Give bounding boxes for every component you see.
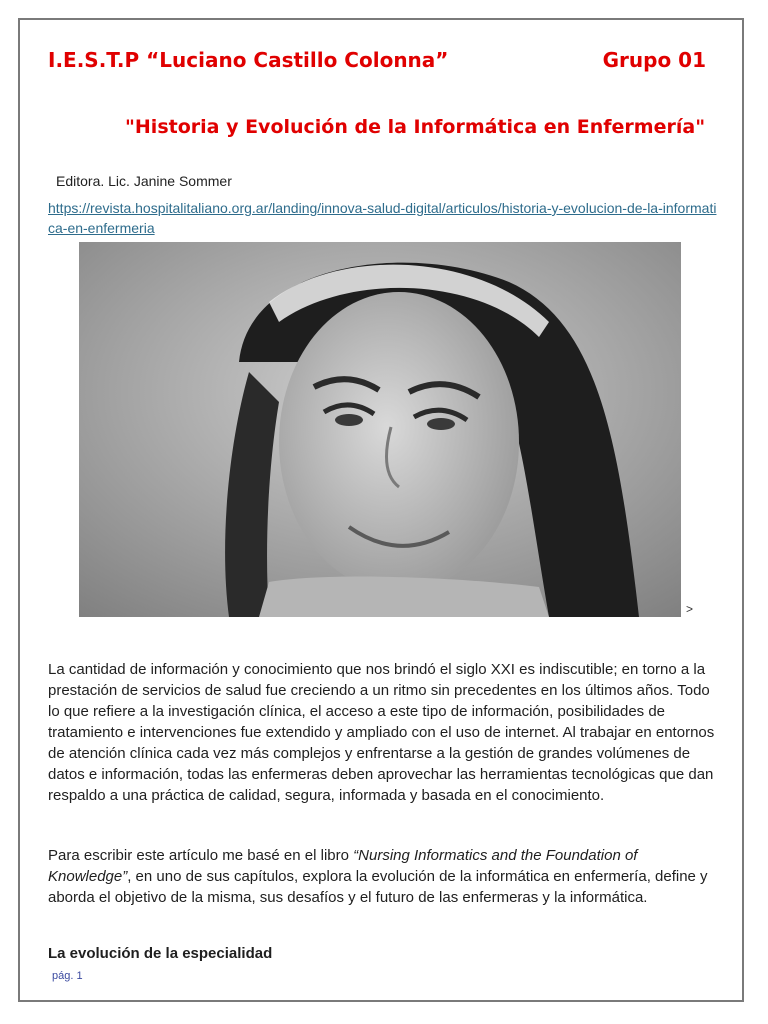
source-link[interactable]: https://revista.hospitalitaliano.org.ar/landing/innova-salud-digital/articulos/historia-y-evolucion-de-la-informatica-en-enfermeria bbox=[48, 200, 717, 236]
page-number: pág. 1 bbox=[52, 970, 83, 982]
document-header bbox=[48, 48, 706, 72]
book-title: “Nursing Informatics and the Foundation of Knowledge” bbox=[48, 847, 638, 885]
document-page bbox=[18, 18, 744, 1002]
source-paragraph-start: Para escribir este artículo me basé en el libro bbox=[48, 847, 354, 864]
editor-credit: Editora. Lic. Janine Sommer bbox=[56, 173, 232, 189]
group-label: Grupo 01 bbox=[602, 48, 706, 72]
section-heading: La evolución de la especialidad bbox=[48, 945, 273, 962]
article-title: "Historia y Evolución de la Informática en Enfermería" bbox=[125, 116, 706, 138]
caret-glyph: > bbox=[686, 602, 694, 616]
source-paragraph-end: , en uno de sus capítulos, explora la evolución de la informática en enfermería, define y aborda el objetivo de la misma, sus desafíos y el futuro de las enfermeras y la informática. bbox=[48, 868, 708, 906]
intro-paragraph: La cantidad de información y conocimiento que nos brindó el siglo XXI es indiscutible; en torno a la prestación de servicios de salud fue creciendo a un ritmo sin precedentes en los últimos años. Todo lo que refiere a la investigación clínica, el acceso a este tipo de información, posibilidades de tratamiento e intervenciones fue extendido y ampliado con el uso de internet. Al trabajar en entornos de atención clínica cada vez más complejos y enfrentarse a la gestión de grandes volúmenes de datos e información, todas las enfermeras deben aprovechar las herramientas tecnológicas que dan respaldo a una práctica de calidad, segura, informada y basada en el conocimiento. bbox=[48, 661, 715, 804]
author-photo bbox=[79, 242, 681, 617]
portrait-image bbox=[79, 242, 681, 617]
institution-name: I.E.S.T.P “Luciano Castillo Colonna” bbox=[48, 48, 449, 72]
source-paragraph bbox=[48, 845, 724, 908]
